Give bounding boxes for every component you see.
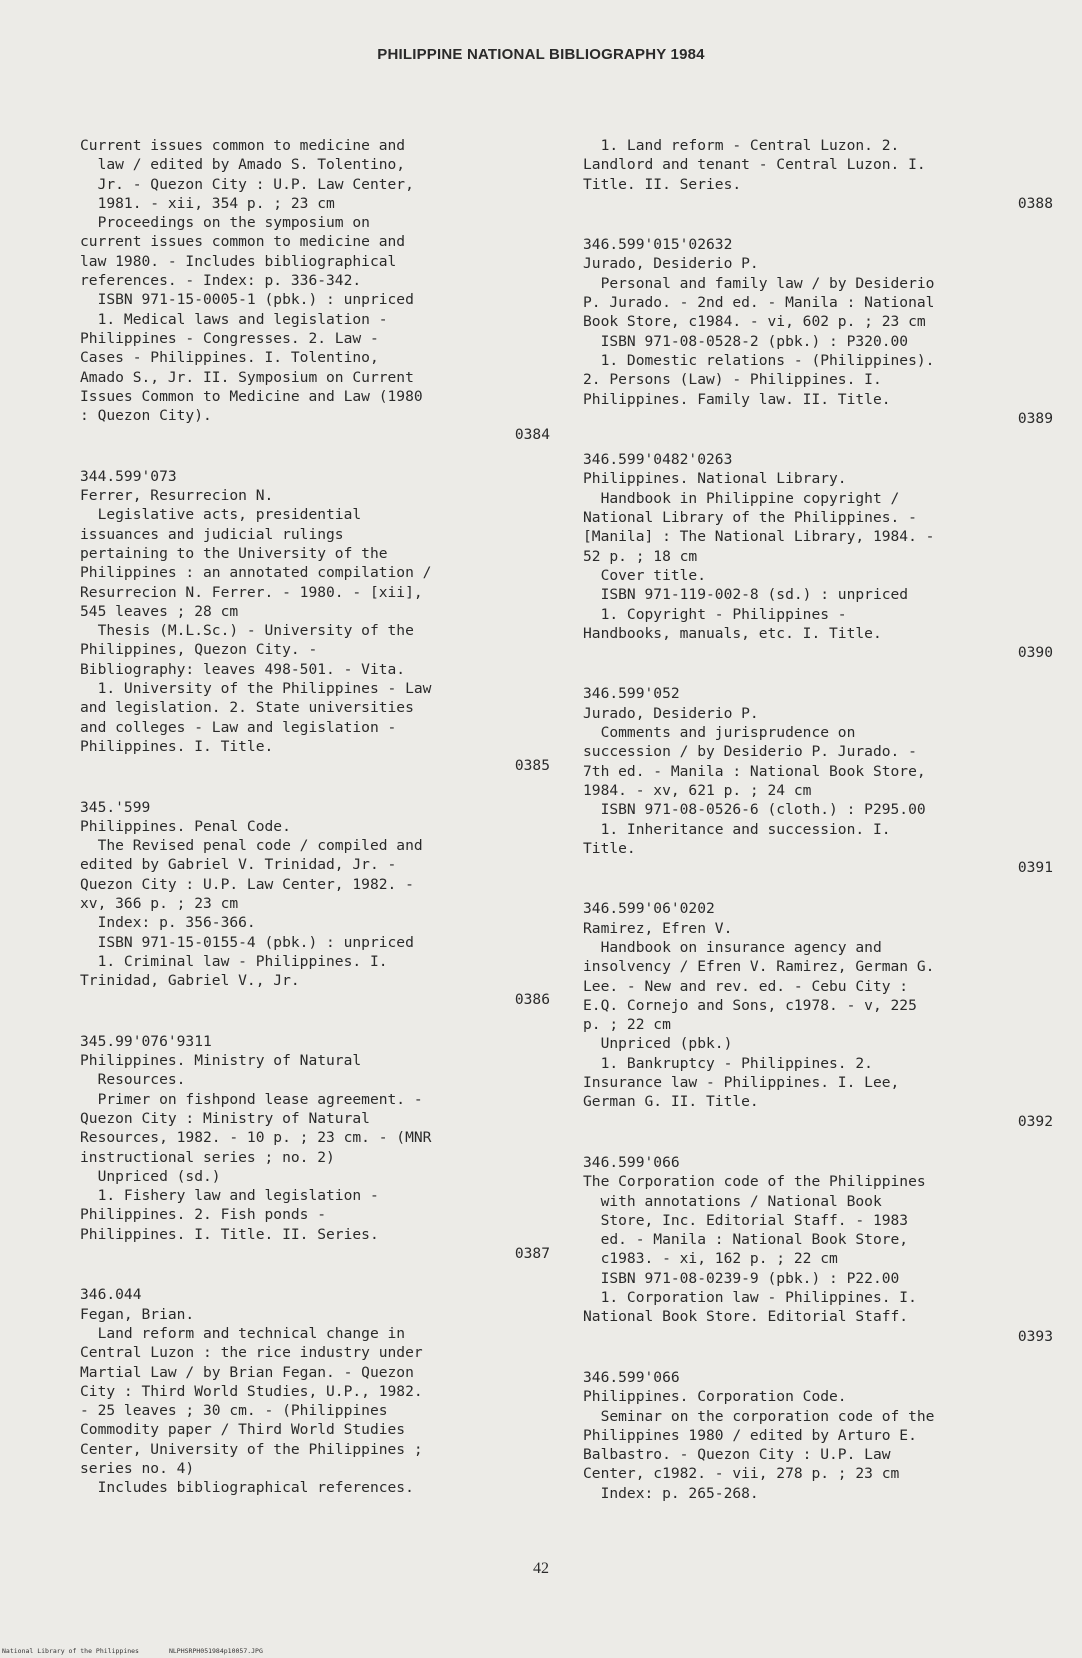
entry-line: Title. — [583, 839, 636, 857]
entry-line: Philippines. National Library. — [583, 470, 847, 488]
bibliography-entry — [583, 136, 1053, 213]
entry-line: edited by Gabriel V. Trinidad, Jr. - — [80, 856, 397, 874]
entry-line: Central Luzon : the rice industry under — [80, 1344, 423, 1362]
entry-line: ISBN 971-08-0239-9 (pbk.) : P22.00 — [583, 1269, 900, 1287]
entry-line: and legislation. 2. State universities — [80, 699, 414, 717]
entry-line: 345.'599 — [80, 798, 151, 816]
entry-line: issuances and judicial rulings — [80, 525, 344, 543]
entry-line: Unpriced (pbk.) — [583, 1035, 733, 1053]
entry-line: 1. Inheritance and succession. I. — [583, 820, 891, 838]
entry-line: 1. Fishery law and legislation - — [80, 1187, 379, 1205]
entry-line: Handbook in Philippine copyright / — [583, 489, 900, 507]
entry-line: Includes bibliographical references. — [80, 1479, 414, 1497]
entry-line: Thesis (M.L.Sc.) - University of the — [80, 622, 414, 640]
footer-library: National Library of the Philippines — [2, 1647, 139, 1655]
entry-line: Commodity paper / Third World Studies — [80, 1421, 406, 1439]
entry-line: xv, 366 p. ; 23 cm — [80, 894, 239, 912]
entry-line: Index: p. 356-366. — [80, 914, 256, 932]
entry-line: P. Jurado. - 2nd ed. - Manila : National — [583, 294, 935, 312]
entry-line: 1. Criminal law - Philippines. I. — [80, 952, 388, 970]
bibliography-entry — [80, 136, 550, 445]
entry-line: series no. 4) — [80, 1460, 195, 1477]
entry-line: ISBN 971-08-0526-6 (cloth.) : P295.00 — [583, 801, 926, 819]
bibliography-entry — [583, 1153, 1053, 1346]
entry-line: Book Store, c1984. - vi, 602 p. ; 23 cm — [583, 313, 926, 331]
entry-line: 2. Persons (Law) - Philippines. I. — [583, 371, 882, 389]
entry-line: Philippines. Ministry of Natural — [80, 1052, 362, 1070]
bibliography-entry — [80, 1032, 550, 1264]
entry-number: 0388 — [1017, 194, 1053, 212]
entry-line: Title. II. Series. — [583, 175, 742, 193]
entry-number: 0384 — [514, 426, 550, 444]
entry-line: 346.599'066 — [583, 1368, 680, 1386]
entry-line: Philippines : an annotated compilation / — [80, 564, 432, 582]
entry-number: 0387 — [514, 1245, 550, 1263]
bibliography-entry — [80, 467, 550, 776]
entry-line: succession / by Desiderio P. Jurado. - — [583, 743, 917, 761]
entry-line: law 1980. - Includes bibliographical — [80, 252, 397, 270]
entry-line: German G. II. Title. — [583, 1093, 759, 1111]
entry-line: 1. University of the Philippines - Law — [80, 680, 432, 698]
entry-line: 346.599'015'02632 — [583, 236, 733, 254]
entry-line: 1. Medical laws and legislation - — [80, 310, 388, 328]
entry-line: p. ; 22 cm — [583, 1016, 671, 1034]
bibliography-entry — [80, 1285, 550, 1497]
entry-line: Ramirez, Efren V. — [583, 919, 733, 937]
entry-line: Jurado, Desiderio P. — [583, 704, 759, 722]
entry-line: Fegan, Brian. — [80, 1305, 195, 1323]
entry-line: Legislative acts, presidential — [80, 506, 362, 524]
bibliography-entry — [583, 1368, 1053, 1503]
entry-line: 346.599'0482'0263 — [583, 451, 733, 469]
entry-number: 0385 — [514, 757, 550, 775]
entry-number: 0389 — [1017, 409, 1053, 427]
entry-line: Martial Law / by Brian Fegan. - Quezon — [80, 1363, 414, 1381]
right-column — [583, 136, 1053, 1525]
entry-line: - 25 leaves ; 30 cm. - (Philippines — [80, 1402, 388, 1420]
entry-line: Philippines - Congresses. 2. Law - — [80, 329, 379, 347]
entry-line: Seminar on the corporation code of the — [583, 1407, 935, 1425]
entry-line: 7th ed. - Manila : National Book Store, — [583, 762, 926, 780]
entry-line: Quezon City : Ministry of Natural — [80, 1109, 370, 1127]
entry-line: Philippines 1980 / edited by Arturo E. — [583, 1426, 917, 1444]
entry-line: Land reform and technical change in — [80, 1324, 406, 1342]
entry-number: 0392 — [1017, 1112, 1053, 1130]
left-column — [80, 136, 550, 1520]
entry-line: law / edited by Amado S. Tolentino, — [80, 156, 406, 174]
entry-line: Resources. — [80, 1071, 186, 1089]
entry-line: Philippines. Corporation Code. — [583, 1388, 847, 1406]
entry-line: Issues Common to Medicine and Law (1980 — [80, 387, 423, 405]
entry-line: Philippines. 2. Fish ponds - — [80, 1206, 327, 1224]
entry-line: ed. - Manila : National Book Store, — [583, 1231, 909, 1249]
entry-line: Amado S., Jr. II. Symposium on Current — [80, 368, 414, 386]
entry-line: 52 p. ; 18 cm — [583, 547, 698, 565]
entry-line: Trinidad, Gabriel V., Jr. — [80, 972, 300, 990]
entry-line: Index: p. 265-268. — [583, 1484, 759, 1502]
entry-number: 0386 — [514, 991, 550, 1009]
entry-line: ISBN 971-08-0528-2 (pbk.) : P320.00 — [583, 332, 909, 350]
entry-line: Unpriced (sd.) — [80, 1167, 221, 1185]
scan-footer — [2, 1647, 263, 1655]
entry-line: Cases - Philippines. I. Tolentino, — [80, 349, 379, 367]
entry-line: Center, c1982. - vii, 278 p. ; 23 cm — [583, 1465, 900, 1483]
entry-line: with annotations / National Book — [583, 1192, 882, 1210]
bibliography-entry — [583, 684, 1053, 877]
entry-line: Jr. - Quezon City : U.P. Law Center, — [80, 175, 414, 193]
entry-line: Handbooks, manuals, etc. I. Title. — [583, 624, 882, 642]
entry-line: Primer on fishpond lease agreement. - — [80, 1090, 423, 1108]
entry-line: Landlord and tenant - Central Luzon. I. — [583, 156, 926, 174]
entry-line: : Quezon City). — [80, 407, 212, 425]
entry-line: National Library of the Philippines. - — [583, 509, 917, 527]
entry-line: Quezon City : U.P. Law Center, 1982. - — [80, 875, 414, 893]
entry-line: Philippines. Family law. II. Title. — [583, 390, 891, 408]
entry-line: Handbook on insurance agency and — [583, 938, 882, 956]
entry-line: 1. Domestic relations - (Philippines). — [583, 351, 935, 369]
entry-line: Jurado, Desiderio P. — [583, 255, 759, 273]
entry-line: 346.599'06'0202 — [583, 900, 715, 918]
entry-line: 345.99'076'9311 — [80, 1032, 212, 1050]
entry-line: Bibliography: leaves 498-501. - Vita. — [80, 660, 406, 678]
entry-line: Philippines. I. Title. II. Series. — [80, 1225, 379, 1243]
entry-line: 1. Copyright - Philippines - — [583, 605, 847, 623]
entry-line: Insurance law - Philippines. I. Lee, — [583, 1074, 900, 1092]
bibliography-entry — [583, 450, 1053, 662]
entry-line: 1981. - xii, 354 p. ; 23 cm — [80, 194, 335, 212]
entry-line: E.Q. Cornejo and Sons, c1978. - v, 225 — [583, 996, 917, 1014]
entry-line: ISBN 971-119-002-8 (sd.) : unpriced — [583, 586, 909, 604]
entry-line: Ferrer, Resurrecion N. — [80, 487, 274, 505]
entry-line: Current issues common to medicine and — [80, 137, 406, 154]
entry-line: Philippines, Quezon City. - — [80, 641, 318, 659]
entry-line: ISBN 971-15-0005-1 (pbk.) : unpriced — [80, 291, 414, 309]
page-number: 42 — [533, 1560, 549, 1577]
entry-line: 346.044 — [80, 1286, 142, 1304]
entry-line: 545 leaves ; 28 cm — [80, 602, 239, 620]
entry-line: current issues common to medicine and — [80, 233, 406, 251]
bibliography-entry — [583, 235, 1053, 428]
entry-line: Balbastro. - Quezon City : U.P. Law — [583, 1446, 891, 1464]
entry-line: Comments and jurisprudence on — [583, 724, 856, 742]
entry-line: Philippines. Penal Code. — [80, 817, 291, 835]
bibliography-entry — [80, 798, 550, 1010]
footer-file: NLPHSRPH051984p10057.JPG — [168, 1647, 263, 1655]
entry-line: Resources, 1982. - 10 p. ; 23 cm. - (MNR — [80, 1129, 432, 1147]
entry-number: 0393 — [1017, 1327, 1053, 1345]
entry-line: 1. Bankruptcy - Philippines. 2. — [583, 1054, 873, 1072]
entry-line: 344.599'073 — [80, 467, 177, 485]
entry-line: insolvency / Efren V. Ramirez, German G. — [583, 958, 935, 976]
entry-line: Philippines. I. Title. — [80, 737, 274, 755]
entry-line: 1. Land reform - Central Luzon. 2. — [583, 137, 900, 154]
entry-line: references. - Index: p. 336-342. — [80, 272, 362, 290]
page-title: PHILIPPINE NATIONAL BIBLIOGRAPHY 1984 — [377, 46, 705, 63]
entry-line: 346.599'052 — [583, 685, 680, 703]
entry-line: Proceedings on the symposium on — [80, 214, 370, 232]
entry-line: The Corporation code of the Philippines — [583, 1173, 926, 1191]
entry-line: 346.599'066 — [583, 1153, 680, 1171]
entry-line: [Manila] : The National Library, 1984. - — [583, 528, 935, 546]
entry-line: instructional series ; no. 2) — [80, 1148, 335, 1166]
entry-line: Personal and family law / by Desiderio — [583, 274, 935, 292]
entry-line: and colleges - Law and legislation - — [80, 718, 397, 736]
entry-line: Store, Inc. Editorial Staff. - 1983 — [583, 1211, 909, 1229]
entry-line: National Book Store. Editorial Staff. — [583, 1308, 909, 1326]
entry-number: 0390 — [1017, 644, 1053, 662]
entry-line: Resurrecion N. Ferrer. - 1980. - [xii], — [80, 583, 423, 601]
bibliography-entry — [583, 899, 1053, 1131]
entry-line: City : Third World Studies, U.P., 1982. — [80, 1382, 423, 1400]
entry-line: 1984. - xv, 621 p. ; 24 cm — [583, 781, 812, 799]
entry-line: The Revised penal code / compiled and — [80, 837, 423, 855]
entry-line: ISBN 971-15-0155-4 (pbk.) : unpriced — [80, 933, 414, 951]
entry-line: Cover title. — [583, 566, 707, 584]
entry-line: 1. Corporation law - Philippines. I. — [583, 1289, 917, 1307]
entry-line: pertaining to the University of the — [80, 544, 388, 562]
entry-line: Center, University of the Philippines ; — [80, 1440, 423, 1458]
entry-number: 0391 — [1017, 859, 1053, 877]
entry-line: c1983. - xi, 162 p. ; 22 cm — [583, 1250, 838, 1268]
entry-line: Lee. - New and rev. ed. - Cebu City : — [583, 977, 909, 995]
